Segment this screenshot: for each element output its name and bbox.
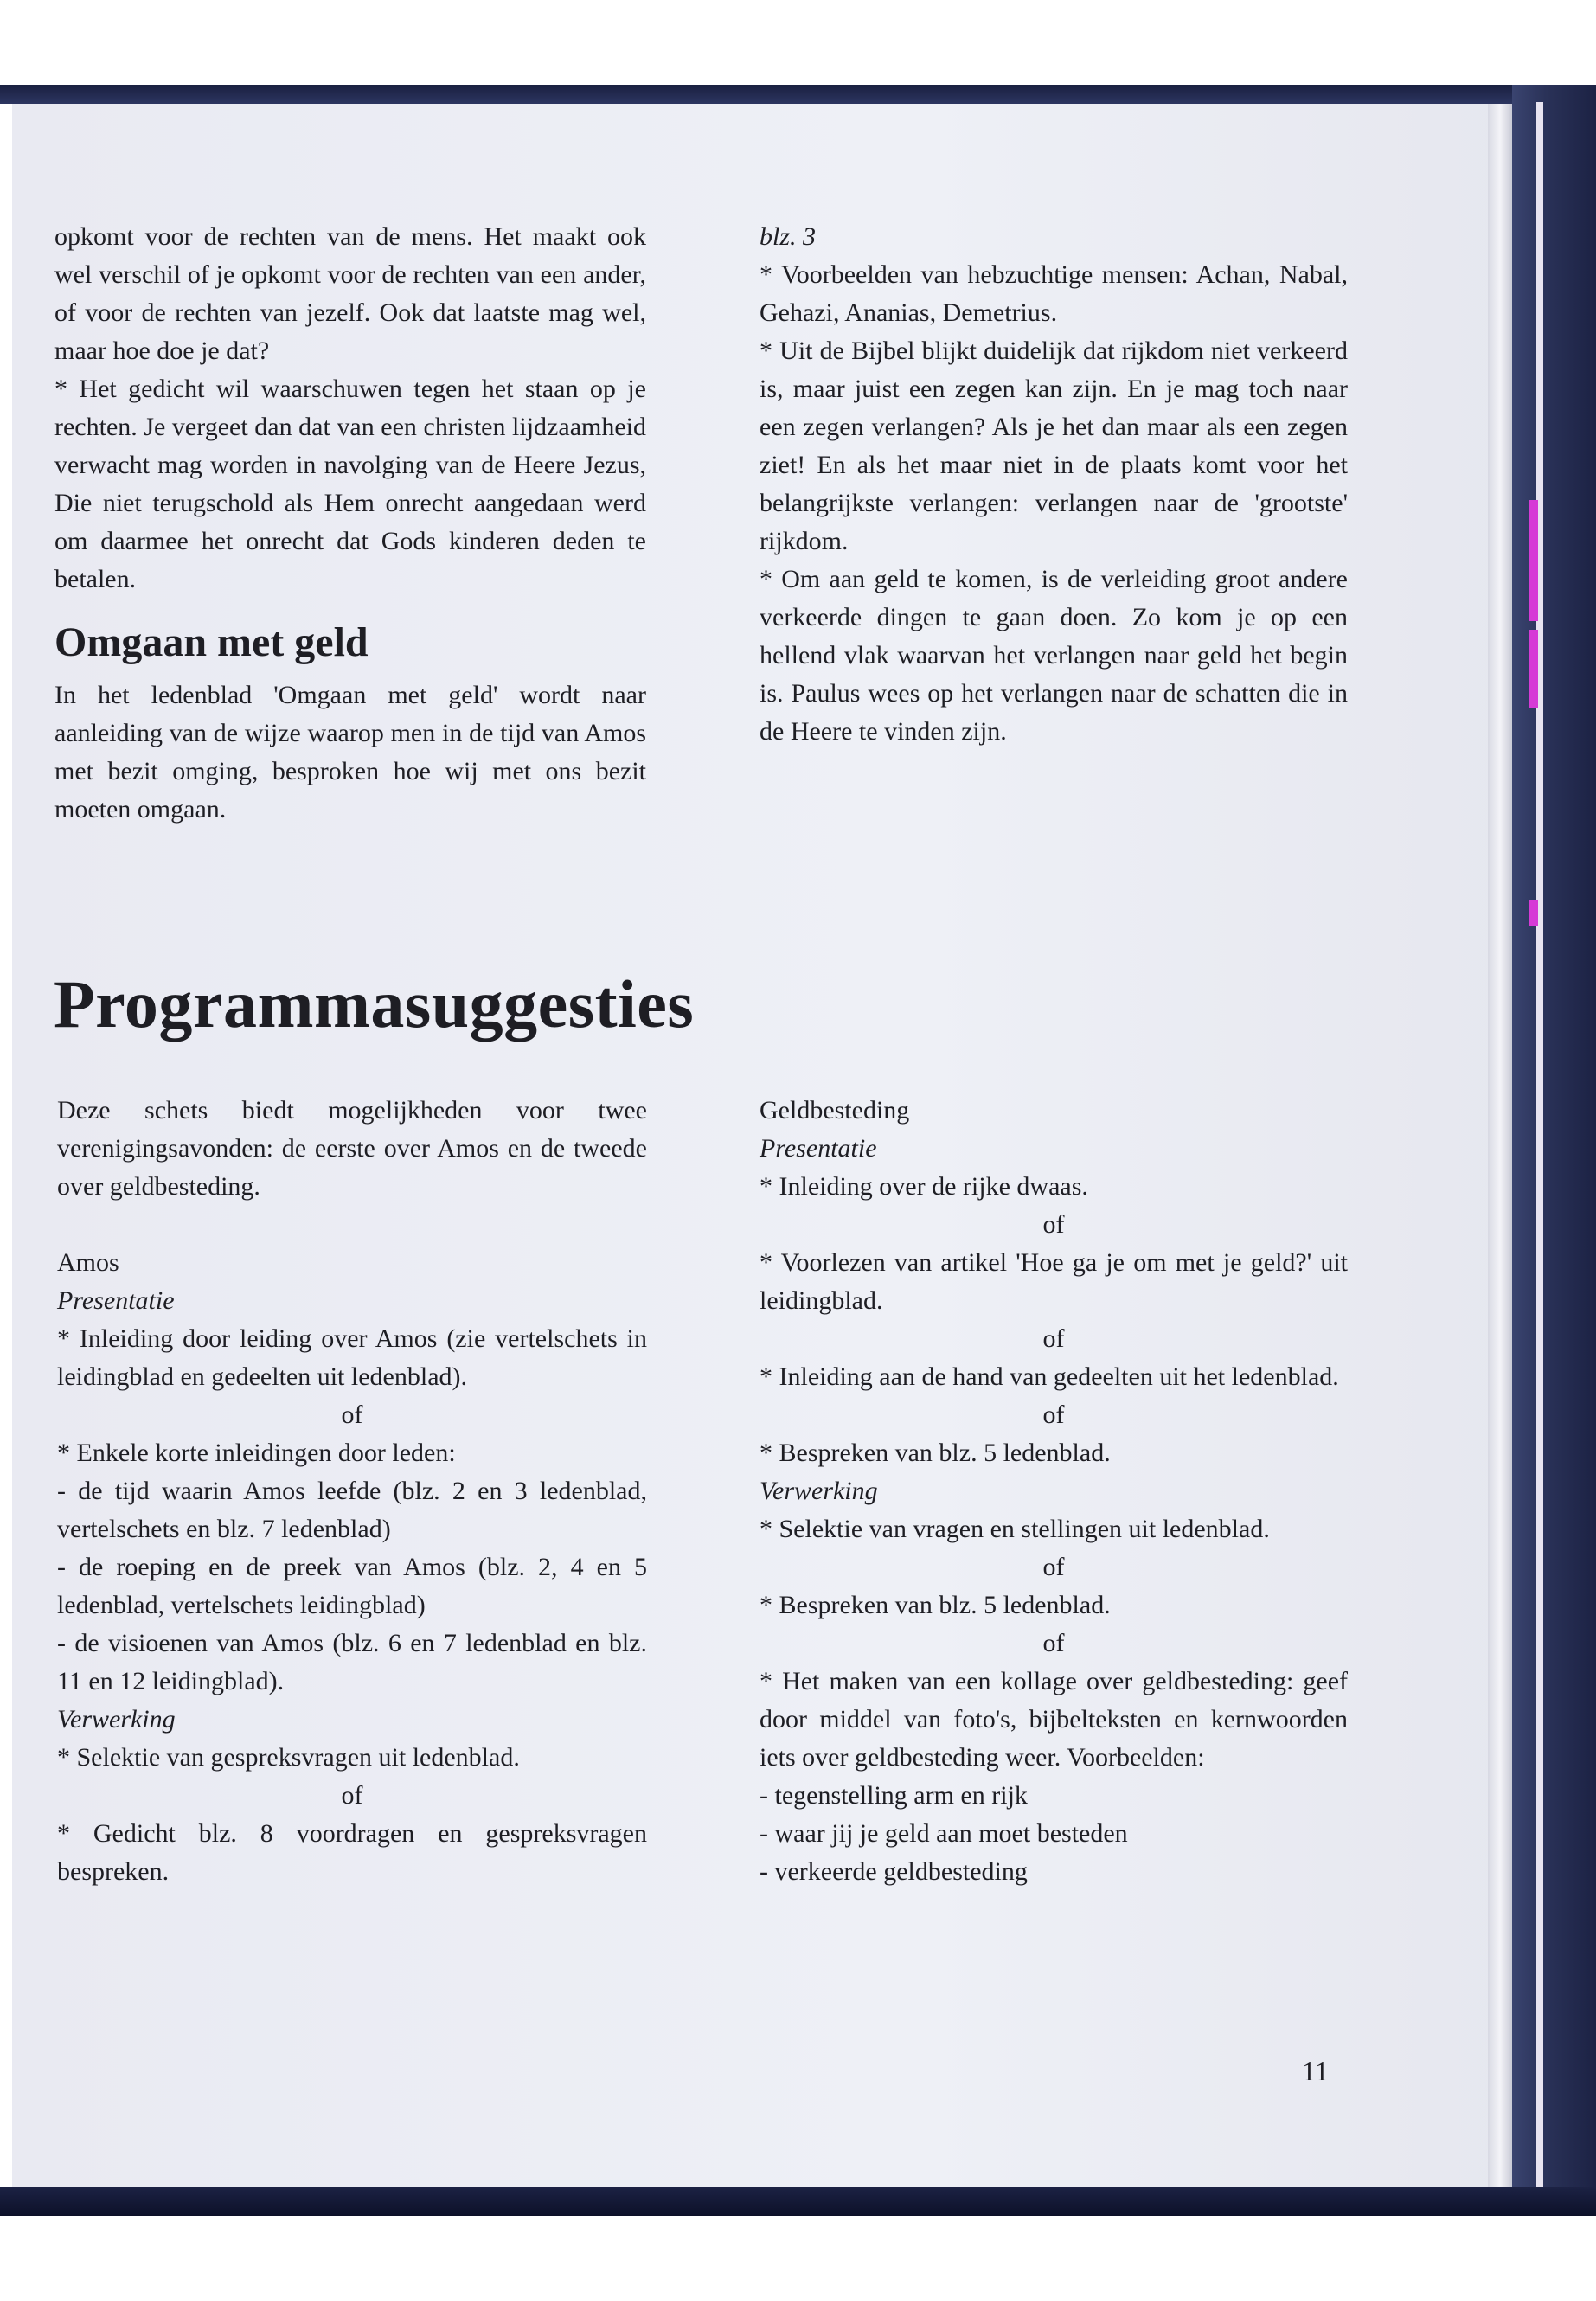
binder-top-edge: [0, 85, 1596, 104]
list-item: * Het maken van een kollage over geldbesteding: geef door middel van foto's, bijbelteksten en kernwoorden iets over geldbesteding weer. Voorbeelden:: [760, 1667, 1348, 1772]
list-item: * Inleiding door leiding over Amos (zie vertelschets in leidingblad en gedeelten uit ledenblad).: [57, 1324, 647, 1391]
right-bottom-column: [760, 1092, 1348, 1891]
list-item: * Selektie van vragen en stellingen uit ledenblad.: [760, 1515, 1270, 1543]
or-separator: of: [1042, 1553, 1065, 1581]
left-top-column: [54, 218, 646, 829]
or-separator: of: [1042, 1400, 1065, 1429]
list-item: * Inleiding aan de hand van gedeelten uit het ledenblad.: [760, 1362, 1339, 1391]
or-separator: of: [1042, 1629, 1065, 1657]
paragraph: * Om aan geld te komen, is de verleiding groot andere verkeerde dingen te gaan doen. Zo kom je op een hellend vlak waarvan het verlangen naar geld het begin is. Paulus wees op het verlangen naar de schatten die in de Heere te vinden zijn.: [760, 565, 1348, 746]
list-item: * Voorlezen van artikel 'Hoe ga je om met je geld?' uit leidingblad.: [760, 1248, 1348, 1315]
presentatie-label: Presentatie: [57, 1286, 175, 1315]
list-item: - tegenstelling arm en rijk: [760, 1781, 1028, 1810]
subsection-heading: Geldbesteding: [760, 1096, 910, 1125]
or-separator: of: [1042, 1210, 1065, 1239]
or-separator: of: [1042, 1324, 1065, 1353]
subsection-heading: Amos: [57, 1248, 119, 1277]
list-item: - de visioenen van Amos (blz. 6 en 7 ledenblad en blz. 11 en 12 leidingblad).: [57, 1629, 647, 1695]
list-item: - verkeerde geldbesteding: [760, 1857, 1028, 1886]
paragraph: Deze schets biedt mogelijkheden voor twee verenigingsavonden: de eerste over Amos en de tweede over geldbesteding.: [57, 1096, 647, 1201]
list-item: - de tijd waarin Amos leefde (blz. 2 en 3 ledenblad, vertelschets en blz. 7 ledenblad): [57, 1477, 647, 1543]
spine-marker: [1529, 900, 1538, 926]
binder-bottom-edge: [0, 2187, 1596, 2216]
list-item: - waar jij je geld aan moet besteden: [760, 1819, 1128, 1848]
page-number: 11: [1302, 2055, 1329, 2086]
binder-spine: [1512, 85, 1596, 2213]
list-item: * Enkele korte inleidingen door leden:: [57, 1439, 456, 1467]
left-bottom-column: [57, 1092, 647, 1891]
list-item: * Selektie van gespreksvragen uit ledenblad.: [57, 1743, 520, 1772]
list-item: * Bespreken van blz. 5 ledenblad.: [760, 1591, 1111, 1619]
list-item: - de roeping en de preek van Amos (blz. 2, 4 en 5 ledenblad, vertelschets leidingblad): [57, 1553, 647, 1619]
or-separator: of: [341, 1400, 363, 1429]
paragraph: In het ledenblad 'Omgaan met geld' wordt naar aanleiding van de wijze waarop men in de tijd van Amos met bezit omging, besproken hoe wij met ons bezit moeten omgaan.: [54, 681, 646, 824]
section-heading: Omgaan met geld: [54, 619, 369, 665]
spine-stripe: [1536, 102, 1543, 2213]
spine-marker: [1529, 630, 1538, 708]
page-reference: blz. 3: [760, 222, 817, 251]
verwerking-label: Verwerking: [760, 1477, 878, 1505]
paragraph: opkomt voor de rechten van de mens. Het maakt ook wel verschil of je opkomt voor de rechten van een ander, of voor de rechten van jezelf. Ook dat laatste mag wel, maar hoe doe je dat?: [54, 222, 646, 365]
list-item: * Bespreken van blz. 5 ledenblad.: [760, 1439, 1111, 1467]
presentatie-label: Presentatie: [760, 1134, 877, 1163]
list-item: * Inleiding over de rijke dwaas.: [760, 1172, 1088, 1201]
page-edge: [1488, 104, 1512, 2187]
verwerking-label: Verwerking: [57, 1705, 176, 1734]
or-separator: of: [341, 1781, 363, 1810]
paragraph: * Voorbeelden van hebzuchtige mensen: Achan, Nabal, Gehazi, Ananias, Demetrius.: [760, 260, 1348, 327]
list-item: * Gedicht blz. 8 voordragen en gespreksvragen bespreken.: [57, 1819, 647, 1886]
paragraph: * Het gedicht wil waarschuwen tegen het staan op je rechten. Je vergeet dan dat van een christen lijdzaamheid verwacht mag worden in navolging van de Heere Jezus, Die niet terugschold als Hem onrecht aangedaan werd om daarmee het onrecht dat Gods kinderen deden te betalen.: [54, 375, 646, 593]
spine-marker: [1529, 535, 1538, 621]
paragraph: * Uit de Bijbel blijkt duidelijk dat rijkdom niet verkeerd is, maar juist een zegen kan zijn. En je mag toch naar een zegen verlangen? Als je het dan maar als een zegen ziet! En als het maar niet in de plaats komt voor het belangrijkste verlangen: verlangen naar de 'grootste' rijkdom.: [760, 336, 1348, 555]
page-title: Programmasuggesties: [54, 966, 695, 1042]
right-top-column: [760, 218, 1348, 751]
